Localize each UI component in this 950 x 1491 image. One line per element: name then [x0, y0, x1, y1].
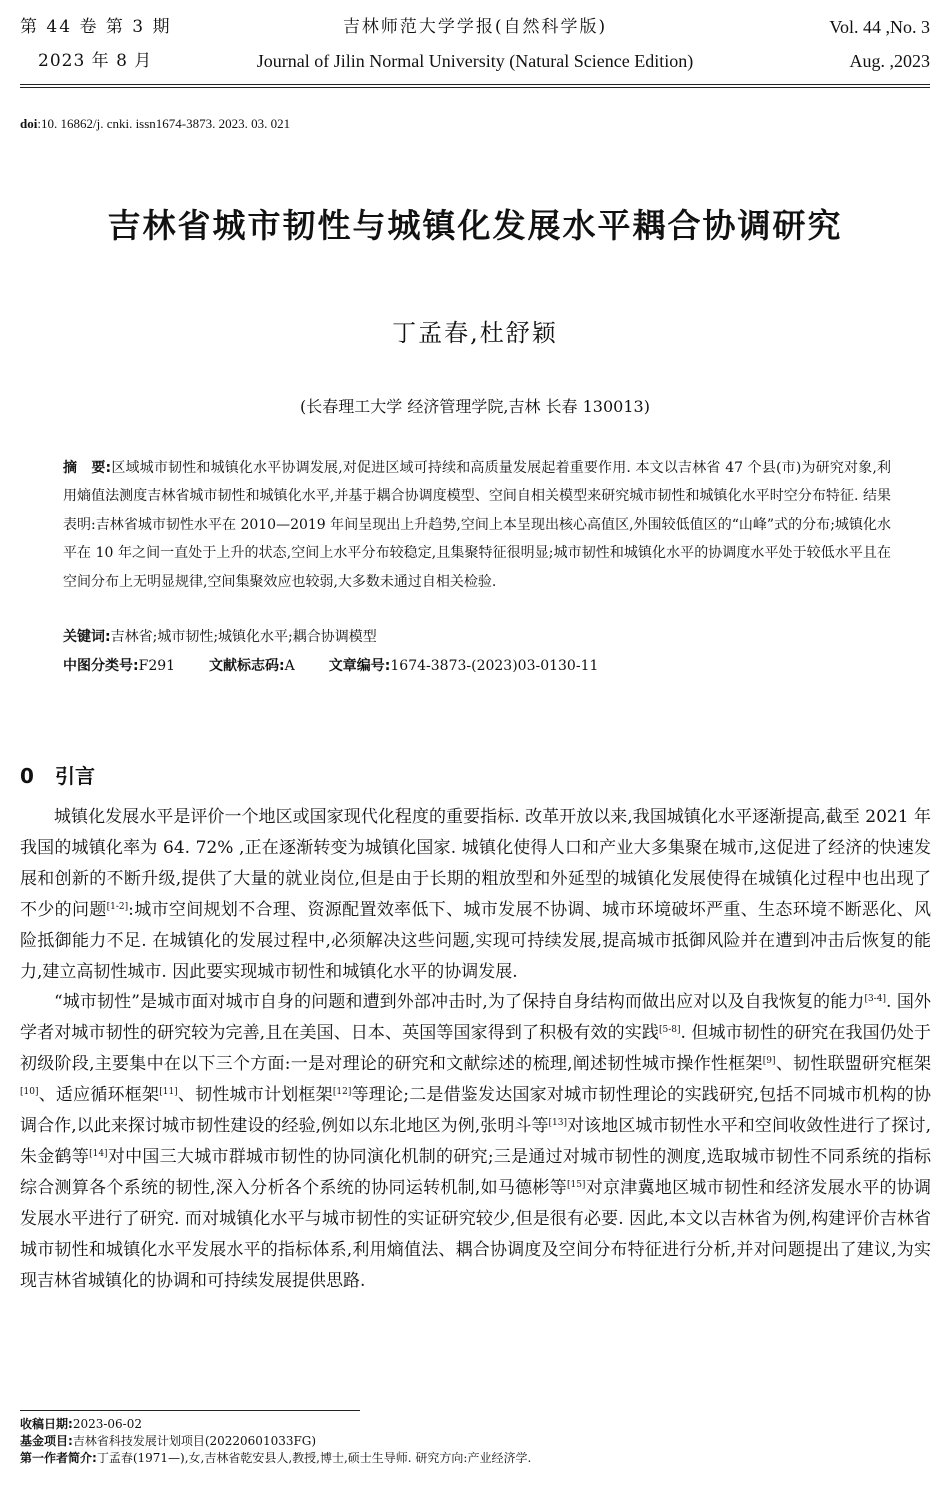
date-cn: 2023 年 8 月 [38, 51, 153, 71]
text-run: 城镇化发展水平是评价一个地区或国家现代化程度的重要指标. 改革开放以来,我国城镇化水平逐渐提高,截至 2021 年我国的城镇化率为 64. 72% ,正在逐渐转变为城镇化国家. 城镇化使得人口和产业大多集聚在城市,这促进了经济的快速发展和创新的不断升级,提供了大量的就业岗位,但是由于长期的粗放型和外延型的城镇化发展使得在城镇化过程中也出现了不少的问题 [20, 807, 931, 920]
affiliation: (长春理工大学 经济管理学院,吉林 长春 130013) [300, 397, 650, 416]
text-run: . 但城市韧性的研究在我国仍处于初级阶段,主要集中在以下三个方面:一是对理论的研究和文献综述的梳理,阐述韧性城市操作性框架 [20, 1023, 931, 1075]
citation[interactable]: [9] [762, 1056, 776, 1067]
keywords-text: 吉林省;城市韧性;城镇化水平;耦合协调模型 [110, 629, 377, 645]
citation[interactable]: [11] [159, 1087, 178, 1098]
text-run: . 国外学者对城市韧性的研究较为完善,且在美国、日本、英国等国家得到了积极有效的实践 [20, 992, 931, 1044]
text-run: 对该地区城市韧性水平和空间收敛性进行了探讨,朱金鹤等 [20, 1116, 931, 1167]
received-value: 2023-06-02 [72, 1417, 142, 1431]
doc-code-value: A [284, 658, 295, 674]
article-number-value: 1674-3873-(2023)03-0130-11 [390, 658, 599, 674]
author-bio [20, 1450, 531, 1467]
journal-name-en: Journal of Jilin Normal University (Natural Science Edition) [256, 51, 694, 71]
text-run: 对中国三大城市群城市韧性的协同演化机制的研究;三是通过对城市韧性的测度,选取城市韧性不同系统的指标综合测算各个系统的韧性,深入分析各个系统的协同运转机制,如马德彬等 [20, 1146, 931, 1198]
doi-value[interactable]: 10. 16862/j. cnki. issn1674-3873. 2023. 03. 021 [40, 116, 291, 131]
volume-issue: 第 44 卷 第 3 期 [20, 17, 172, 37]
clc-label: 中图分类号: [63, 658, 139, 674]
authors: 丁孟春,杜舒颖 [392, 319, 558, 347]
paragraph [20, 987, 931, 1296]
abstract-text: 区域城市韧性和城镇化水平协调发展,对促进区域可持续和高质量发展起着重要作用. 本文以吉林省 47 个县(市)为研究对象,利用熵值法测度吉林省城市韧性和城镇化水平,并基于耦合协调度模型、空间自相关模型来研究城市韧性和城镇化水平时空分布特征. 结果表明:吉林省城市韧性水平在 2010—2019 年间呈现出上升趋势,空间上本呈现出核心高值区,外围较低值区的“山峰”式的分布;城镇化水平在 10 年之间一直处于上升的状态,空间上水平分布较稳定,且集聚特征很明显;城市韧性和城镇化水平的协调度水平处于较低水平且在空间分布上无明显规律,空间集聚效应也较弱,大多数未通过自相关检验. [63, 460, 891, 590]
article-number-label: 文章编号: [328, 658, 391, 674]
volume-en: Vol. 44 ,No. 3 [829, 17, 930, 37]
header-rule-double [20, 87, 930, 88]
text-run: 、韧性联盟研究框架 [775, 1054, 931, 1075]
fund-value: 吉林省科技发展计划项目(20220601033FG) [72, 1434, 317, 1448]
author-bio-label: 第一作者简介: [20, 1451, 97, 1465]
citation[interactable]: [13] [548, 1118, 568, 1129]
keywords [63, 626, 377, 646]
text-run: 等理论;二是借鉴发达国家对城市韧性理论的实践研究,包括不同城市机构的协调合作,以此来探讨城市韧性建设的经验,例如以东北地区为例,张明斗等 [20, 1085, 932, 1137]
text-run: :城市空间规划不合理、资源配置效率低下、城市发展不协调、城市环境破坏严重、生态环境不断恶化、风险抵御能力不足. 在城镇化的发展过程中,必须解决这些问题,实现可持续发展,提高城市抵御风险并在遭到冲击后恢复的能力,建立高韧性城市. 因此要实现城市韧性和城镇化水平的协调发展. [20, 899, 932, 982]
keywords-label: 关键词: [63, 629, 111, 645]
journal-name-cn: 吉林师范大学学报(自然科学版) [342, 17, 608, 37]
fund-info [20, 1433, 531, 1450]
article-title: 吉林省城市韧性与城镇化发展水平耦合协调研究 [107, 206, 843, 245]
received-label: 收稿日期: [20, 1417, 73, 1431]
section-number: 0 [20, 764, 34, 788]
citation[interactable]: [15] [566, 1179, 586, 1190]
citation[interactable]: [5-8] [658, 1025, 681, 1036]
author-bio-value: 丁孟春(1971—),女,吉林省乾安县人,教授,博士,硕士生导师. 研究方向:产业经济学. [96, 1451, 532, 1465]
classification-line [63, 655, 598, 675]
date-en: Aug. ,2023 [849, 51, 930, 71]
received-date [20, 1416, 531, 1433]
doi-line: doi:10. 16862/j. cnki. issn1674-3873. 2023. 03. 021 [20, 116, 291, 131]
citation[interactable]: [10] [20, 1087, 39, 1098]
clc-value: F291 [138, 658, 176, 674]
fund-label: 基金项目: [20, 1434, 73, 1448]
citation[interactable]: [3-4] [864, 994, 886, 1005]
abstract-label: 摘 要: [63, 460, 112, 476]
doi-label: doi [20, 116, 38, 131]
text-run: 、韧性城市计划框架 [177, 1085, 333, 1106]
citation[interactable]: [1-2] [106, 901, 129, 912]
footnotes [20, 1416, 531, 1467]
text-run: 、适应循环框架 [38, 1085, 160, 1106]
section-heading [20, 760, 95, 789]
paragraph [20, 802, 931, 987]
abstract [63, 454, 891, 596]
text-run: 对京津冀地区城市韧性和经济发展水平的协调发展水平进行了研究. 而对城镇化水平与城市韧性的实证研究较少,但是很有必要. 因此,本文以吉林省为例,构建评价吉林省城市韧性和城镇化水平发展水平的指标体系,利用熵值法、耦合协调度及空间分布特征进行分析,并对问题提出了建议,为实现吉林省城镇化的协调和可持续发展提供思路. [20, 1177, 932, 1291]
text-run: “城市韧性”是城市面对城市自身的问题和遭到外部冲击时,为了保持自身结构而做出应对以及自我恢复的能力 [54, 992, 865, 1013]
doc-code-label: 文献标志码: [209, 658, 285, 674]
header-rule [20, 84, 930, 85]
section-title: 引言 [55, 764, 95, 788]
body-text [20, 802, 931, 1297]
footnote-rule [20, 1410, 360, 1411]
citation[interactable]: [14] [89, 1148, 108, 1159]
page-header [0, 0, 950, 90]
citation[interactable]: [12] [332, 1087, 352, 1098]
